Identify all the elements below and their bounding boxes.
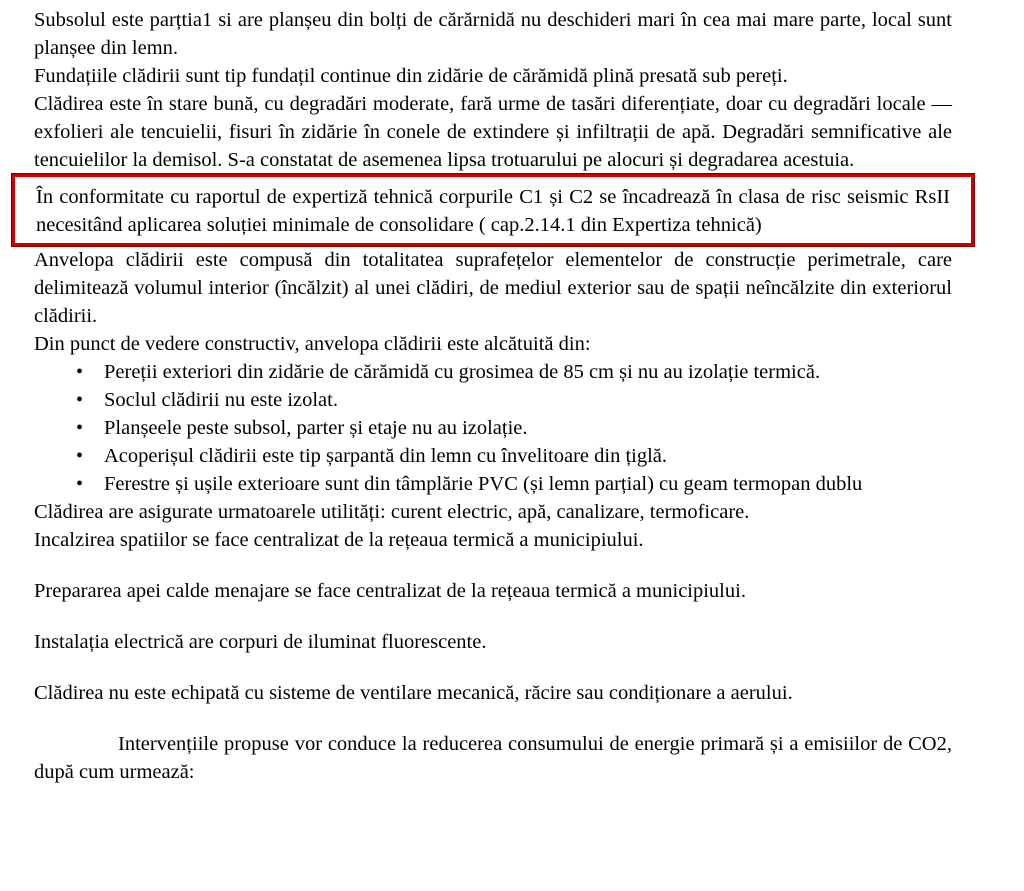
paragraph-incalzire: Incalzirea spatiilor se face centralizat de la rețeaua termică a municipiului. bbox=[34, 529, 644, 551]
paragraph-ventilare: Clădirea nu este echipată cu sisteme de ventilare mecanică, răcire sau condiționare a aerului. bbox=[34, 682, 793, 704]
bullet-list bbox=[34, 358, 952, 498]
paragraph-apa-calda: Prepararea apei calde menajare se face centralizat de la rețeaua termică a municipiului. bbox=[34, 580, 746, 602]
list-item: • Planșeele peste subsol, parter și etaje nu au izolație. bbox=[34, 414, 952, 442]
bullet-icon: • bbox=[76, 417, 84, 439]
bullet-icon: • bbox=[76, 361, 84, 383]
paragraph-subsol: Subsolul este parțtia1 si are planșeu din bolți de cărărnidă nu deschideri mari în cea mai mare parte, local sunt planșee din lemn. bbox=[34, 9, 952, 59]
paragraph-stare: Clădirea este în stare bună, cu degradări moderate, fară urme de tasări diferențiate, doar cu degradări locale — exfolieri ale tencuielii, fisuri în zidărie în conele de extindere și infiltrații de apă. Degradări semnificative ale tencuielilor la demisol. S-a constatat de asemenea lipsa trotuarului pe alocuri și degradarea acestuia. bbox=[34, 93, 952, 171]
paragraph-instalatie: Instalația electrică are corpuri de iluminat fluorescente. bbox=[34, 631, 487, 653]
list-item: • Ferestre și ușile exterioare sunt din tâmplărie PVC (și lemn parțial) cu geam termopan dublu bbox=[34, 470, 952, 498]
document-page bbox=[34, 6, 952, 786]
paragraph-utilitati: Clădirea are asigurate urmatoarele utilități: curent electric, apă, canalizare, termoficare. bbox=[34, 501, 750, 523]
paragraph-expertiza: În conformitate cu raportul de expertiză tehnică corpurile C1 și C2 se încadrează în clasa de risc seismic RsII necesitând aplicarea soluției minimale de consolidare ( cap.2.14.1 din Expertiza tehnică) bbox=[36, 186, 950, 236]
list-item: • Pereții exteriori din zidărie de cărămidă cu grosimea de 85 cm și nu au izolație termică. bbox=[34, 358, 952, 386]
paragraph-anvelopa: Anvelopa clădirii este compusă din totalitatea suprafețelor elementelor de construcție perimetrale, care delimitează volumul interior (încălzit) al unei clădiri, de mediul exterior sau de spații neîncălzite din exteriorul clădirii. bbox=[34, 249, 952, 327]
bullet-icon: • bbox=[76, 445, 84, 467]
bullet-icon: • bbox=[76, 389, 84, 411]
paragraph-constructiv: Din punct de vedere constructiv, anvelopa clădirii este alcătuită din: bbox=[34, 333, 591, 355]
list-item: • Soclul clădirii nu este izolat. bbox=[34, 386, 952, 414]
bullet-icon: • bbox=[76, 473, 84, 495]
paragraph-fundatii: Fundațiile clădirii sunt tip fundațil continue din zidărie de cărămidă plină presată sub pereți. bbox=[34, 65, 788, 87]
paragraph-interventii: Intervențiile propuse vor conduce la reducerea consumului de energie primară și a emisiilor de CO2, după cum urmează: bbox=[34, 733, 952, 783]
list-item: • Acoperișul clădirii este tip șarpantă din lemn cu învelitoare din țiglă. bbox=[34, 442, 952, 470]
highlight-box bbox=[12, 174, 974, 246]
